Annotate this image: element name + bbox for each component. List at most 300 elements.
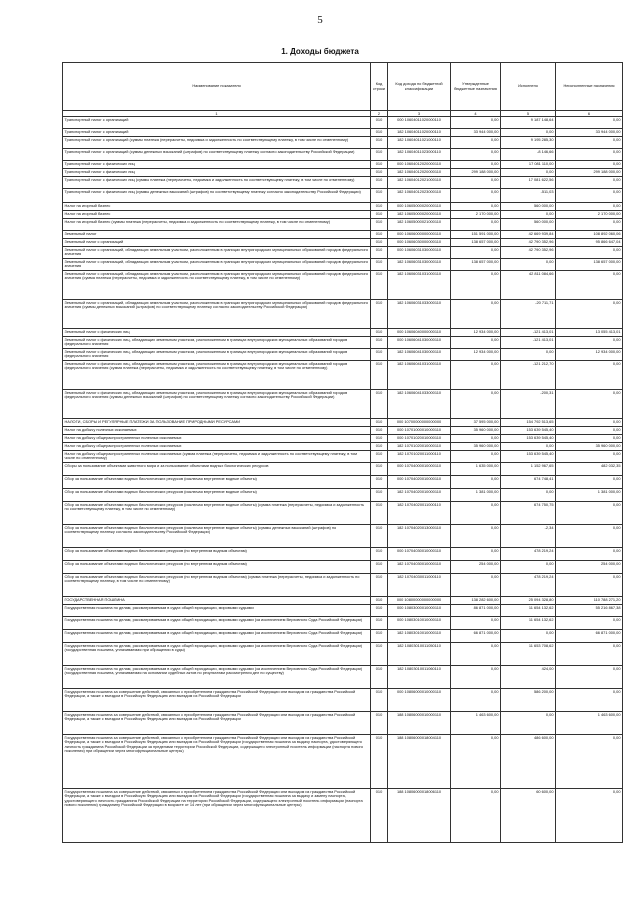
table-row xyxy=(63,489,623,502)
cell-approved: 0,00 xyxy=(451,574,501,597)
column-number: 5 xyxy=(501,111,556,117)
cell-line-code: 010 xyxy=(371,630,388,643)
cell-income-code: 182 10606041033000110 xyxy=(388,390,451,419)
table-row xyxy=(63,211,623,219)
cell-income-code: 000 10803000010000110 xyxy=(388,605,451,617)
cell-approved: 0,00 xyxy=(451,300,501,329)
cell-line-code: 010 xyxy=(371,129,388,137)
cell-approved: 0,00 xyxy=(451,161,501,169)
cell-unexecuted: 0,00 xyxy=(556,203,623,211)
cell-executed: 42 811 084,66 xyxy=(501,271,556,300)
table-row xyxy=(63,666,623,689)
cell-executed: 0,00 xyxy=(501,443,556,451)
cell-name: Транспортный налог с организаций xyxy=(63,117,371,129)
cell-unexecuted: 0,00 xyxy=(556,361,623,390)
cell-income-code: 182 10604012020000110 xyxy=(388,169,451,177)
cell-unexecuted: 0,00 xyxy=(556,117,623,129)
cell-approved: 151 591 000,00 xyxy=(451,231,501,239)
cell-income-code: 000 10704000010000110 xyxy=(388,463,451,476)
cell-approved: 0,00 xyxy=(451,390,501,419)
cell-income-code: 188 10806000010000110 xyxy=(388,712,451,735)
cell-line-code: 010 xyxy=(371,617,388,630)
cell-unexecuted: 0,00 xyxy=(556,574,623,597)
cell-approved: 0,00 xyxy=(451,137,501,149)
cell-line-code: 010 xyxy=(371,712,388,735)
table-row xyxy=(63,789,623,843)
cell-executed: 0,00 xyxy=(501,169,556,177)
document-title: 1. Доходы бюджета xyxy=(281,47,359,56)
cell-name: Налог на добычу общераспространенных полезных ископаемых xyxy=(63,443,371,451)
cell-name: Государственная пошлина за совершение действий, связанных с приобретением гражданства Российской Федерации или выходом из гражданства Российской Федерации, а также с въездом в Российскую Федерацию или выездом из Российской Федерации xyxy=(63,689,371,712)
cell-income-code: 182 10704030010000110 xyxy=(388,561,451,574)
table-row xyxy=(63,203,623,211)
cell-name: Государственная пошлина за совершение действий, связанных с приобретением гражданства Российской Федерации или выходом из гражданства Российской Федерации, а также с въездом в Российскую Федерацию или выездом из Российской Федерации xyxy=(63,712,371,735)
header-line-code: Код строки xyxy=(371,63,388,111)
table-row xyxy=(63,735,623,789)
cell-executed: -121 413,01 xyxy=(501,329,556,337)
cell-approved: 1 635 000,00 xyxy=(451,463,501,476)
cell-line-code: 010 xyxy=(371,561,388,574)
cell-name: Земельный налог с организаций, обладающих земельным участком, расположенным в границах внутригородских муниципальных образований городов федерального значения (суммы денежных взысканий (штрафов) по соответствующему платежу согласно законодательству Российской Федерации) xyxy=(63,300,371,329)
cell-unexecuted: 0,00 xyxy=(556,476,623,489)
cell-line-code: 010 xyxy=(371,419,388,427)
header-unexecuted: Неисполненные назначения xyxy=(556,63,623,111)
cell-name: Транспортный налог с физических лиц xyxy=(63,161,371,169)
column-number: 6 xyxy=(556,111,623,117)
cell-line-code: 010 xyxy=(371,271,388,300)
cell-name: Государственная пошлина по делам, рассматриваемым в судах общей юрисдикции, мировыми судьями (за исключением Верховного Суда Российской Федерации) xyxy=(63,630,371,643)
cell-approved: 0,00 xyxy=(451,435,501,443)
cell-approved: 66 871 000,00 xyxy=(451,630,501,643)
cell-unexecuted: 0,00 xyxy=(556,427,623,435)
cell-name: Сборы за пользование объектами животного мира и за пользование объектами водных биологических ресурсов xyxy=(63,463,371,476)
cell-line-code: 010 xyxy=(371,451,388,463)
cell-executed: 0,00 xyxy=(501,259,556,271)
cell-name: Сбор за пользование объектами водных биологических ресурсов (по внутренним водным объектам) xyxy=(63,561,371,574)
cell-approved: 12 934 000,00 xyxy=(451,329,501,337)
cell-name: Транспортный налог с организаций (суммы денежных взысканий (штрафов) по соответствующему платежу согласно законодательству Российской Федерации) xyxy=(63,149,371,161)
budget-income-table xyxy=(62,62,623,843)
cell-line-code: 010 xyxy=(371,597,388,605)
cell-approved: 0,00 xyxy=(451,617,501,630)
cell-executed: -200,31 xyxy=(501,390,556,419)
cell-line-code: 010 xyxy=(371,548,388,561)
cell-executed: 11 653 708,62 xyxy=(501,643,556,666)
cell-name: Сбор за пользование объектами водных биологических ресурсов (по внутренним водным объектам) xyxy=(63,548,371,561)
cell-approved: 0,00 xyxy=(451,189,501,203)
table-row xyxy=(63,463,623,476)
cell-executed: 17 081 110,00 xyxy=(501,161,556,169)
cell-executed: 0,00 xyxy=(501,211,556,219)
cell-approved: 0,00 xyxy=(451,548,501,561)
cell-approved: 2 170 000,00 xyxy=(451,211,501,219)
cell-unexecuted: 0,00 xyxy=(556,161,623,169)
header-approved: Утвержденные бюджетные назначения xyxy=(451,63,501,111)
cell-income-code: 182 10605000020000110 xyxy=(388,211,451,219)
cell-unexecuted: 95 866 647,04 xyxy=(556,239,623,247)
cell-approved: 0,00 xyxy=(451,451,501,463)
table-row xyxy=(63,117,623,129)
table-row xyxy=(63,548,623,561)
table-row xyxy=(63,605,623,617)
cell-income-code: 000 10704030010000110 xyxy=(388,548,451,561)
cell-name: ГОСУДАРСТВЕННАЯ ПОШЛИНА xyxy=(63,597,371,605)
cell-name: Сбор за пользование объектами водных биологических ресурсов (исключая внутренние водные объекты) xyxy=(63,476,371,489)
cell-unexecuted: 0,00 xyxy=(556,419,623,427)
cell-unexecuted: 110 788 271,20 xyxy=(556,597,623,605)
cell-unexecuted: 138 657 000,00 xyxy=(556,259,623,271)
table-row xyxy=(63,349,623,361)
cell-income-code: 182 10604011021000110 xyxy=(388,137,451,149)
cell-approved: 0,00 xyxy=(451,361,501,390)
cell-income-code: 000 10606031030000110 xyxy=(388,247,451,259)
cell-line-code: 010 xyxy=(371,211,388,219)
cell-income-code: 182 10803010011050110 xyxy=(388,643,451,666)
cell-approved: 0,00 xyxy=(451,689,501,712)
table-row xyxy=(63,177,623,189)
cell-unexecuted: 0,00 xyxy=(556,189,623,203)
cell-approved: 254 000,00 xyxy=(451,561,501,574)
cell-executed: 424,00 xyxy=(501,666,556,689)
cell-line-code: 010 xyxy=(371,643,388,666)
page-number: 5 xyxy=(317,14,323,26)
cell-executed: -121 212,70 xyxy=(501,361,556,390)
cell-approved: 0,00 xyxy=(451,247,501,259)
cell-line-code: 010 xyxy=(371,149,388,161)
table-row xyxy=(63,502,623,525)
cell-name: Налог на добычу общераспространенных полезных ископаемых xyxy=(63,435,371,443)
cell-name: Налог на игорный бизнес xyxy=(63,211,371,219)
cell-line-code: 010 xyxy=(371,203,388,211)
cell-line-code: 010 xyxy=(371,161,388,169)
cell-line-code: 010 xyxy=(371,231,388,239)
cell-income-code: 182 10704020010000110 xyxy=(388,489,451,502)
cell-income-code: 000 10701000010000110 xyxy=(388,427,451,435)
table-row xyxy=(63,390,623,419)
cell-approved: 0,00 xyxy=(451,525,501,548)
cell-name: Государственная пошлина за совершение действий, связанных с приобретением гражданства Российской Федерации или выходом из гражданства Российской Федерации, а также с въездом в Российскую Федерацию или выездом из Российской Федерации (государственная пошлина за выдачу и замену паспорта, удостоверяющего личность гражданина Российской Федерации на территории Российской Федерации, содержащего электронный носитель информации (паспорта нового поколения) гражданину Российской Федерации в возрасте от 14 лет (при обращении через многофункциональные центры) xyxy=(63,789,371,843)
cell-income-code: 182 10803010011060110 xyxy=(388,666,451,689)
cell-unexecuted: 0,00 xyxy=(556,689,623,712)
cell-unexecuted: 0,00 xyxy=(556,149,623,161)
cell-income-code: 000 10701020010000110 xyxy=(388,435,451,443)
cell-executed: 0,00 xyxy=(501,561,556,574)
cell-line-code: 010 xyxy=(371,435,388,443)
cell-approved: 0,00 xyxy=(451,117,501,129)
cell-executed: 11 654 132,62 xyxy=(501,605,556,617)
table-row xyxy=(63,271,623,300)
cell-unexecuted: 0,00 xyxy=(556,219,623,231)
cell-line-code: 010 xyxy=(371,489,388,502)
cell-executed: 486 600,00 xyxy=(501,735,556,789)
table-body xyxy=(63,117,623,843)
cell-line-code: 010 xyxy=(371,476,388,489)
cell-approved: 138 282 600,00 xyxy=(451,597,501,605)
cell-executed: 0,00 xyxy=(501,349,556,361)
cell-income-code: 000 10704020010000110 xyxy=(388,476,451,489)
cell-line-code: 010 xyxy=(371,219,388,231)
cell-unexecuted: 12 934 000,00 xyxy=(556,349,623,361)
cell-income-code: 182 10605000021000110 xyxy=(388,219,451,231)
header-executed: Исполнено xyxy=(501,63,556,111)
cell-name: Земельный налог с организаций, обладающих земельным участком, расположенным в границах внутригородских муниципальных образований городов федерального значения xyxy=(63,247,371,259)
cell-unexecuted: 482 032,35 xyxy=(556,463,623,476)
cell-unexecuted: 0,00 xyxy=(556,435,623,443)
cell-line-code: 010 xyxy=(371,463,388,476)
cell-income-code: 182 10606031030000110 xyxy=(388,259,451,271)
table-row xyxy=(63,630,623,643)
cell-line-code: 010 xyxy=(371,735,388,789)
header-income-code: Код дохода по бюджетной классификации xyxy=(388,63,451,111)
cell-name: Государственная пошлина за совершение действий, связанных с приобретением гражданства Российской Федерации или выходом из гражданства Российской Федерации, а также с въездом в Российскую Федерацию или выездом из Российской Федерации (государственная пошлина за выдачу паспорта, удостоверяющего личность гражданина Российской Федерации за пределами территории Российской Федерации, содержащего электронный носитель информации (паспорта нового поколения) при обращении через многофункциональные центры) xyxy=(63,735,371,789)
table-row xyxy=(63,525,623,548)
cell-name: Земельный налог с организаций, обладающих земельным участком, расположенным в границах внутригородских муниципальных образований городов федерального значения xyxy=(63,259,371,271)
cell-income-code: 182 10604012023000110 xyxy=(388,189,451,203)
cell-unexecuted: 1 463 600,00 xyxy=(556,712,623,735)
cell-unexecuted: 35 960 000,00 xyxy=(556,443,623,451)
cell-line-code: 010 xyxy=(371,361,388,390)
table-row xyxy=(63,361,623,390)
cell-line-code: 010 xyxy=(371,525,388,548)
cell-line-code: 010 xyxy=(371,169,388,177)
table-row xyxy=(63,337,623,349)
cell-unexecuted: 0,00 xyxy=(556,177,623,189)
cell-name: Налог на добычу общераспространенных полезных ископаемых (сумма платежа (перерасчеты, недоимка и задолженность по соответствующему платежу, в том числе по отмененному) xyxy=(63,451,371,463)
table-row xyxy=(63,574,623,597)
cell-unexecuted: 0,00 xyxy=(556,548,623,561)
cell-approved: 0,00 xyxy=(451,337,501,349)
table-row xyxy=(63,476,623,489)
cell-income-code: 182 10606031031000110 xyxy=(388,271,451,300)
cell-unexecuted: 108 892 060,06 xyxy=(556,231,623,239)
cell-executed: 478 219,24 xyxy=(501,574,556,597)
cell-unexecuted: 0,00 xyxy=(556,617,623,630)
cell-unexecuted: 0,00 xyxy=(556,502,623,525)
table-row xyxy=(63,617,623,630)
column-number: 4 xyxy=(451,111,501,117)
cell-unexecuted: 0,00 xyxy=(556,137,623,149)
cell-executed: 17 081 622,56 xyxy=(501,177,556,189)
cell-name: Транспортный налог с физических лиц xyxy=(63,169,371,177)
cell-line-code: 010 xyxy=(371,349,388,361)
table-row xyxy=(63,561,623,574)
cell-executed: 674 750,75 xyxy=(501,502,556,525)
cell-executed: 560 000,00 xyxy=(501,203,556,211)
cell-executed: -121 413,01 xyxy=(501,337,556,349)
cell-income-code: 182 10606041031000110 xyxy=(388,361,451,390)
cell-executed: 560 000,00 xyxy=(501,219,556,231)
cell-unexecuted: 0,00 xyxy=(556,451,623,463)
column-number: 1 xyxy=(63,111,371,117)
cell-executed: 1 152 967,65 xyxy=(501,463,556,476)
cell-approved: 37 595 000,00 xyxy=(451,419,501,427)
cell-name: Государственная пошлина по делам, рассматриваемым в судах общей юрисдикции, мировыми судьями xyxy=(63,605,371,617)
cell-name: Налог на игорный бизнес (суммы платежа (перерасчеты, недоимка и задолженность по соответствующему платежу, в том числе по отмененному) xyxy=(63,219,371,231)
cell-income-code: 182 10704030011000110 xyxy=(388,574,451,597)
cell-approved: 0,00 xyxy=(451,789,501,843)
cell-unexecuted: 2 170 000,00 xyxy=(556,211,623,219)
cell-executed: 42 669 939,84 xyxy=(501,231,556,239)
cell-unexecuted: 0,00 xyxy=(556,643,623,666)
cell-approved: 86 871 000,00 xyxy=(451,605,501,617)
table-row xyxy=(63,189,623,203)
cell-unexecuted: 33 944 000,00 xyxy=(556,129,623,137)
cell-line-code: 010 xyxy=(371,259,388,271)
table-row xyxy=(63,712,623,735)
cell-approved: 138 657 000,00 xyxy=(451,259,501,271)
cell-executed: 586 200,00 xyxy=(501,689,556,712)
table-row xyxy=(63,161,623,169)
cell-income-code: 182 10606031033000110 xyxy=(388,300,451,329)
cell-name: Государственная пошлина по делам, рассматриваемым в судах общей юрисдикции, мировыми судьями (за исключением Верховного Суда Российской Федерации) (государственная пошлина, уплачиваемая при обращении в суды) xyxy=(63,643,371,666)
cell-name: Земельный налог с физических лиц, обладающих земельным участком, расположенным в границах внутригородских муниципальных образований городов федерального значения xyxy=(63,337,371,349)
cell-approved: 0,00 xyxy=(451,149,501,161)
cell-approved: 138 657 000,00 xyxy=(451,239,501,247)
cell-approved: 299 188 000,00 xyxy=(451,169,501,177)
header-indicator-name: Наименование показателя xyxy=(63,63,371,111)
cell-income-code: 182 10604012021000110 xyxy=(388,177,451,189)
table-row xyxy=(63,129,623,137)
cell-line-code: 010 xyxy=(371,300,388,329)
cell-income-code: 000 10605000020000110 xyxy=(388,203,451,211)
cell-approved: 0,00 xyxy=(451,666,501,689)
cell-income-code: 182 10606041030000110 xyxy=(388,349,451,361)
cell-income-code: 182 10604011020000110 xyxy=(388,129,451,137)
cell-unexecuted: 13 055 413,01 xyxy=(556,329,623,337)
cell-name: Сбор за пользование объектами водных биологических ресурсов (исключая внутренние водные объекты) xyxy=(63,489,371,502)
cell-income-code: 000 10606041030000110 xyxy=(388,337,451,349)
cell-approved: 0,00 xyxy=(451,203,501,211)
table-row xyxy=(63,239,623,247)
cell-approved: 0,00 xyxy=(451,177,501,189)
cell-unexecuted: 66 871 000,00 xyxy=(556,630,623,643)
cell-executed: 42 790 352,96 xyxy=(501,239,556,247)
cell-executed: 9 187 148,64 xyxy=(501,117,556,129)
cell-executed: 153 639 545,40 xyxy=(501,451,556,463)
cell-executed: 153 639 545,40 xyxy=(501,427,556,435)
cell-name: Государственная пошлина по делам, рассматриваемым в судах общей юрисдикции, мировыми судьями (за исключением Верховного Суда Российской Федерации) xyxy=(63,617,371,630)
cell-unexecuted: 0,00 xyxy=(556,337,623,349)
table-row xyxy=(63,451,623,463)
cell-line-code: 010 xyxy=(371,574,388,597)
table-header-row xyxy=(63,63,623,111)
cell-name: Земельный налог с физических лиц, обладающих земельным участком, расположенным в границах внутригородских муниципальных образований городов федерального значения (суммы денежных взысканий (штрафов) по соответствующему платежу согласно законодательству Российской Федерации) xyxy=(63,390,371,419)
cell-approved: 0,00 xyxy=(451,219,501,231)
cell-line-code: 010 xyxy=(371,239,388,247)
table-row xyxy=(63,419,623,427)
cell-executed: -2,34 xyxy=(501,525,556,548)
table-row xyxy=(63,149,623,161)
table-row xyxy=(63,643,623,666)
cell-executed: 674 748,41 xyxy=(501,476,556,489)
cell-name: Сбор за пользование объектами водных биологических ресурсов (исключая внутренние водные объекты) (сумма платежа (перерасчеты, недоимка и задолженность по соответствующему платежу, в том числе по отмененному) xyxy=(63,502,371,525)
cell-approved: 1 381 000,00 xyxy=(451,489,501,502)
cell-line-code: 010 xyxy=(371,502,388,525)
cell-approved: 33 944 000,00 xyxy=(451,129,501,137)
cell-line-code: 010 xyxy=(371,443,388,451)
table-row xyxy=(63,300,623,329)
cell-executed: 0,00 xyxy=(501,712,556,735)
cell-executed: 0,00 xyxy=(501,129,556,137)
cell-income-code: 182 10704020011000110 xyxy=(388,502,451,525)
cell-line-code: 010 xyxy=(371,329,388,337)
cell-income-code: 182 10803010010000110 xyxy=(388,630,451,643)
cell-approved: 0,00 xyxy=(451,502,501,525)
cell-executed: 0,00 xyxy=(501,630,556,643)
cell-income-code: 000 10800000000000000 xyxy=(388,597,451,605)
cell-name: Транспортный налог с физических лиц (суммы денежных взысканий (штрафов) по соответствующему платежу согласно законодательству Российской Федерации) xyxy=(63,189,371,203)
cell-approved: 0,00 xyxy=(451,271,501,300)
cell-line-code: 010 xyxy=(371,337,388,349)
cell-unexecuted: 299 188 000,00 xyxy=(556,169,623,177)
cell-line-code: 010 xyxy=(371,666,388,689)
cell-income-code: 000 10604012020000110 xyxy=(388,161,451,169)
cell-executed: 478 219,24 xyxy=(501,548,556,561)
cell-approved: 0,00 xyxy=(451,476,501,489)
cell-income-code: 000 10606040000000110 xyxy=(388,329,451,337)
cell-income-code: 000 10700000000000000 xyxy=(388,419,451,427)
cell-line-code: 010 xyxy=(371,689,388,712)
cell-unexecuted: 55 216 867,38 xyxy=(556,605,623,617)
cell-executed: 153 639 545,40 xyxy=(501,435,556,443)
cell-income-code: 000 10803010010000110 xyxy=(388,617,451,630)
cell-line-code: 010 xyxy=(371,177,388,189)
cell-income-code: 182 10701020010000110 xyxy=(388,443,451,451)
cell-executed: 154 792 513,65 xyxy=(501,419,556,427)
cell-line-code: 010 xyxy=(371,427,388,435)
cell-approved: 35 960 000,00 xyxy=(451,443,501,451)
cell-executed: 11 654 132,62 xyxy=(501,617,556,630)
cell-income-code: 000 10606000000000110 xyxy=(388,231,451,239)
column-number: 3 xyxy=(388,111,451,117)
cell-approved: 0,00 xyxy=(451,643,501,666)
cell-line-code: 010 xyxy=(371,789,388,843)
cell-executed: 25 094 328,80 xyxy=(501,597,556,605)
cell-name: Земельный налог с физических лиц, обладающих земельным участком, расположенным в границах внутригородских муниципальных образований городов федерального значения xyxy=(63,349,371,361)
column-number: 2 xyxy=(371,111,388,117)
cell-unexecuted: 0,00 xyxy=(556,300,623,329)
cell-name: Сбор за пользование объектами водных биологических ресурсов (исключая внутренние водные объекты) (суммы денежных взысканий (штрафов) по соответствующему платежу согласно законодательству Российской Федерации) xyxy=(63,525,371,548)
cell-unexecuted: 0,00 xyxy=(556,789,623,843)
cell-unexecuted: 0,00 xyxy=(556,390,623,419)
table-row xyxy=(63,219,623,231)
cell-unexecuted: 0,00 xyxy=(556,525,623,548)
cell-name: Сбор за пользование объектами водных биологических ресурсов (по внутренним водным объектам) (сумма платежа (перерасчеты, недоимка и задолженность по соответствующему платежу, в том числе по отмененному) xyxy=(63,574,371,597)
cell-executed: 42 790 352,96 xyxy=(501,247,556,259)
cell-executed: 60 600,00 xyxy=(501,789,556,843)
cell-line-code: 010 xyxy=(371,189,388,203)
cell-unexecuted: 254 000,00 xyxy=(556,561,623,574)
table-row xyxy=(63,259,623,271)
cell-executed: -511,03 xyxy=(501,189,556,203)
cell-unexecuted: 0,00 xyxy=(556,247,623,259)
cell-income-code: 000 10606030000000110 xyxy=(388,239,451,247)
cell-name: Земельный налог xyxy=(63,231,371,239)
table-row xyxy=(63,435,623,443)
cell-name: Налог на игорный бизнес xyxy=(63,203,371,211)
cell-name: Транспортный налог с физических лиц (суммы платежа (перерасчеты, недоимка и задолженность по соответствующему платежу, в том числе по отмененному) xyxy=(63,177,371,189)
cell-income-code: 182 10604011023000110 xyxy=(388,149,451,161)
cell-line-code: 010 xyxy=(371,247,388,259)
cell-name: Государственная пошлина по делам, рассматриваемым в судах общей юрисдикции, мировыми судьями (за исключением Верховного Суда Российской Федерации) (государственная пошлина, уплачиваемая на основании судебных актов по результатам рассмотрения дел по существу) xyxy=(63,666,371,689)
cell-income-code: 182 10704020013000110 xyxy=(388,525,451,548)
cell-name: Земельный налог с физических лиц xyxy=(63,329,371,337)
cell-income-code: 000 10806000010000110 xyxy=(388,689,451,712)
cell-name: Транспортный налог с организаций (суммы платежа (перерасчеты, недоимка и задолженность по соответствующему платежу, в том числе по отмененному) xyxy=(63,137,371,149)
cell-unexecuted: 1 381 000,00 xyxy=(556,489,623,502)
cell-income-code: 000 10604011020000110 xyxy=(388,117,451,129)
table-row xyxy=(63,329,623,337)
